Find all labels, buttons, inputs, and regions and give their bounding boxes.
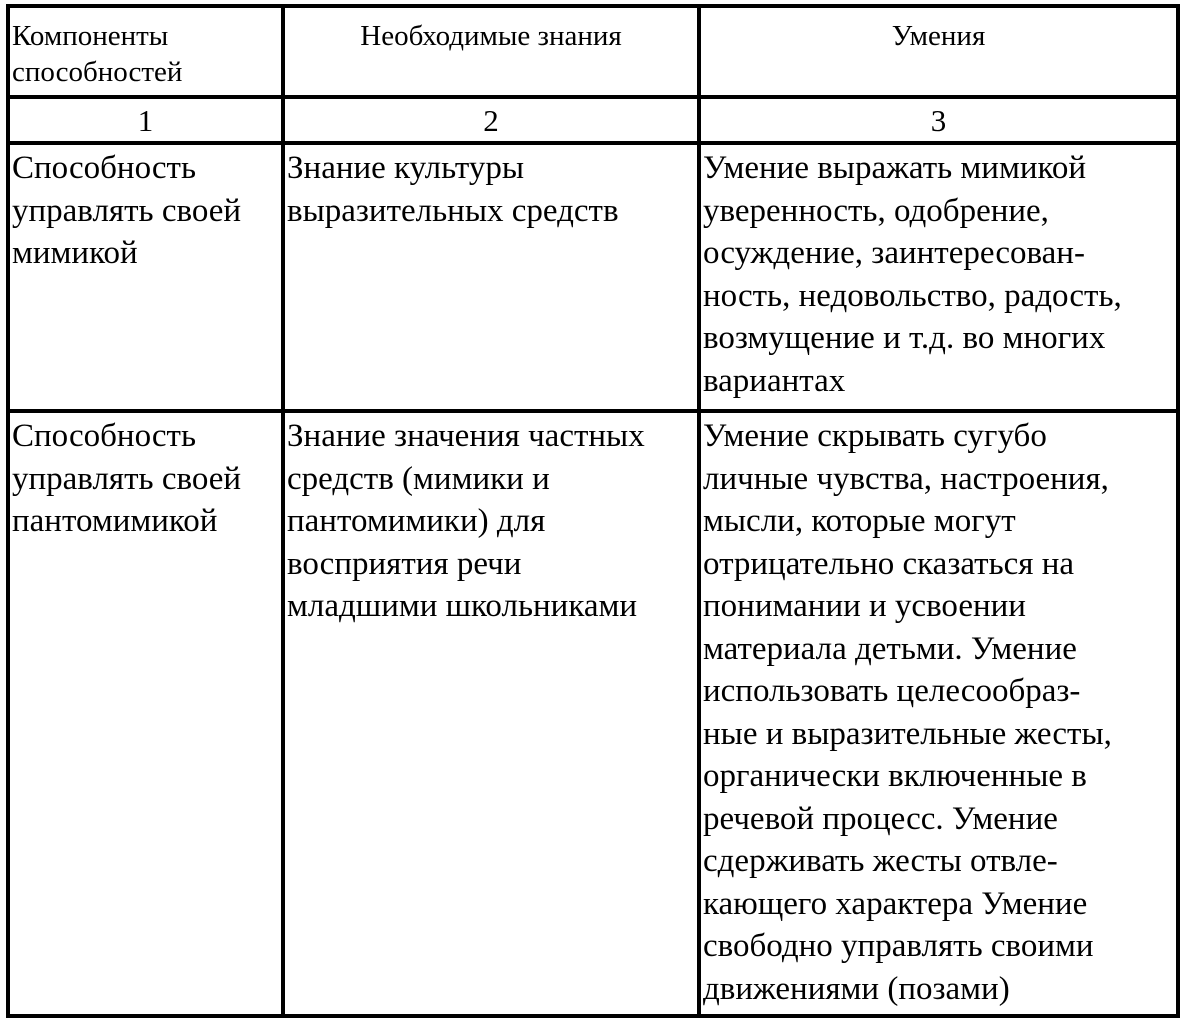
row2-knowledge: Знание значения частных средств (мимики и пантомимики) для восприятия речи младшими школьниками bbox=[285, 413, 701, 1014]
row2-component: Способность управлять своей пантомимикой bbox=[10, 413, 285, 1014]
column-number-2: 2 bbox=[285, 99, 701, 145]
header-knowledge: Необходимые знания bbox=[285, 8, 701, 99]
competency-table bbox=[6, 4, 1180, 1018]
header-components: Компоненты способностей bbox=[10, 8, 285, 99]
row1-component: Способность управлять своей мимикой bbox=[10, 145, 285, 413]
header-skills: Умения bbox=[701, 8, 1176, 99]
column-number-3: 3 bbox=[701, 99, 1176, 145]
row1-skills: Умение выражать мимикой уверенность, одобрение, осуждение, заинтересован- ность, недовольство, радость, возмущение и т.д. во многих вариантах bbox=[701, 145, 1176, 413]
column-number-1: 1 bbox=[10, 99, 285, 145]
row1-knowledge: Знание культуры выразительных средств bbox=[285, 145, 701, 413]
row2-skills: Умение скрывать сугубо личные чувства, настроения, мысли, которые могут отрицательно сказаться на понимании и усвоении материала детьми. Умение использовать целесообраз- ные и выразительные жесты, органически включенные в речевой процесс. Умение сдерживать жесты отвле- кающего характера Умение свободно управлять своими движениями (позами) bbox=[703, 418, 1112, 1007]
